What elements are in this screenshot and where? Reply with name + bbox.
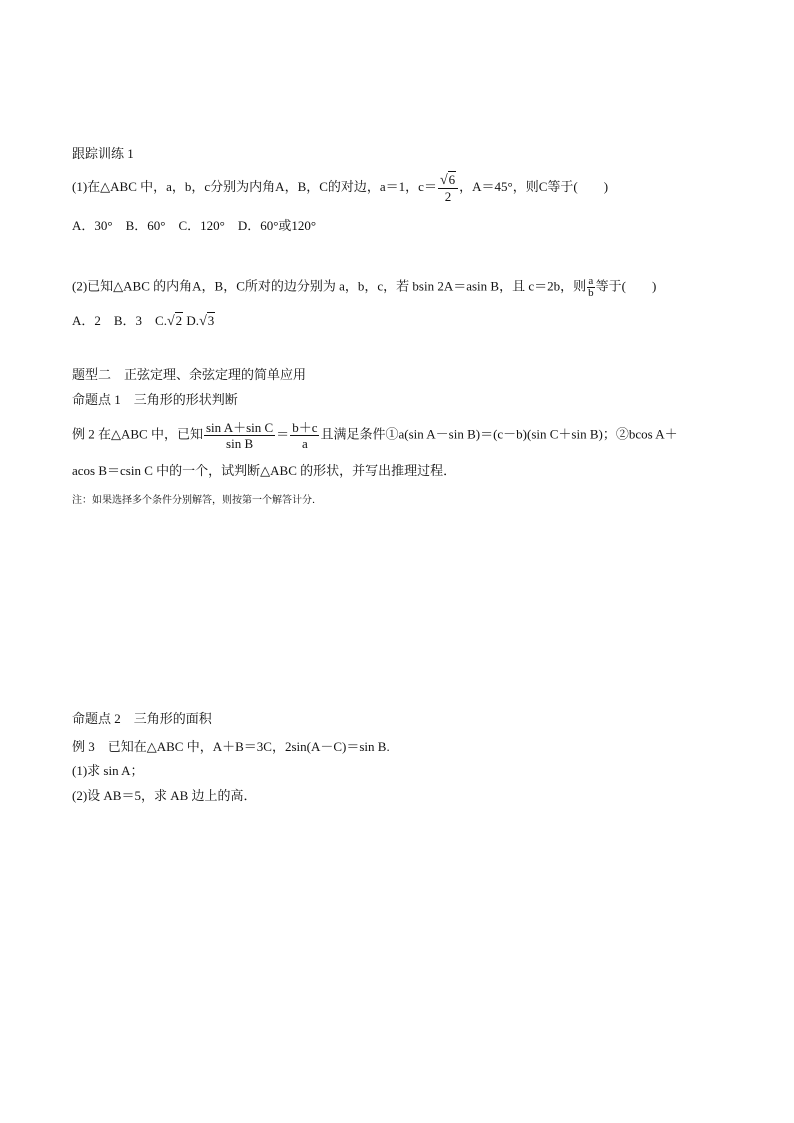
q2-radicand-3: 3	[207, 313, 215, 328]
section-title-tracking: 跟踪训练 1	[72, 146, 134, 161]
question-1	[72, 172, 608, 204]
q1-fraction	[438, 172, 458, 204]
q2-options	[72, 312, 215, 331]
ex2-text-b: 且满足条件①a(sin A－sin B)＝(c－b)(sin C＋sin B)；②bcos A＋	[320, 426, 678, 442]
ex2-frac1-den: sin B	[226, 436, 254, 451]
example-2-note: 注：如果选择多个条件分别解答，则按第一个解答计分．	[72, 495, 322, 506]
question-2	[72, 276, 656, 299]
ex2-frac1-num: sin A＋sin C	[205, 420, 274, 435]
q2-radicand-2: 2	[175, 313, 183, 328]
q1-denominator: 2	[444, 189, 452, 204]
q2-denominator: b	[588, 287, 594, 299]
q1-options: A．30° B．60° C．120° D．60°或120°	[72, 218, 317, 233]
q2-numerator: a	[588, 275, 594, 287]
ex2-frac2-num: b＋c	[292, 420, 318, 435]
q2-sqrt-2: √2	[166, 313, 183, 329]
q1-radicand: 6	[448, 172, 456, 187]
q2-opt-a: A．2 B．3 C.	[72, 313, 167, 328]
q1-text-b: ，A＝45°，则C等于( )	[459, 178, 609, 194]
ex2-prefix: 例 2 在△ABC 中，已知	[72, 426, 203, 442]
example-3-line-1: 例 3 已知在△ABC 中，A＋B＝3C，2sin(A－C)＝sin B.	[72, 739, 390, 754]
section-title-type2: 题型二 正弦定理、余弦定理的简单应用	[72, 367, 307, 382]
point-2-title: 命题点 2 三角形的面积	[72, 711, 212, 726]
q2-text-a: (2)已知△ABC 的内角A，B，C所对的边分别为 a，b，c，若 bsin 2A＝asin B，且 c＝2b，则	[72, 278, 587, 294]
q2-text-b: 等于( )	[595, 278, 657, 294]
example-2-line-2: acos B＝csin C 中的一个，试判断△ABC 的形状，并写出推理过程．	[72, 463, 457, 478]
q1-sqrt: √6	[439, 172, 456, 188]
example-3-part-1: (1)求 sin A；	[72, 763, 144, 778]
ex2-fraction-2	[290, 420, 319, 451]
q2-opt-d: D.	[186, 313, 200, 328]
example-2-line-1	[72, 420, 678, 451]
ex2-frac2-den: a	[301, 436, 308, 451]
q1-text-a: (1)在△ABC 中，a，b，c分别为内角A，B，C的对边，a＝1，c＝	[72, 178, 437, 194]
q2-fraction	[587, 276, 595, 299]
point-1-title: 命题点 1 三角形的形状判断	[72, 392, 238, 407]
q2-sqrt-3: √3	[199, 313, 215, 329]
ex2-equals: ＝	[276, 426, 290, 442]
example-3-part-2: (2)设 AB＝5，求 AB 边上的高．	[72, 788, 257, 803]
ex2-fraction-1	[204, 420, 275, 451]
